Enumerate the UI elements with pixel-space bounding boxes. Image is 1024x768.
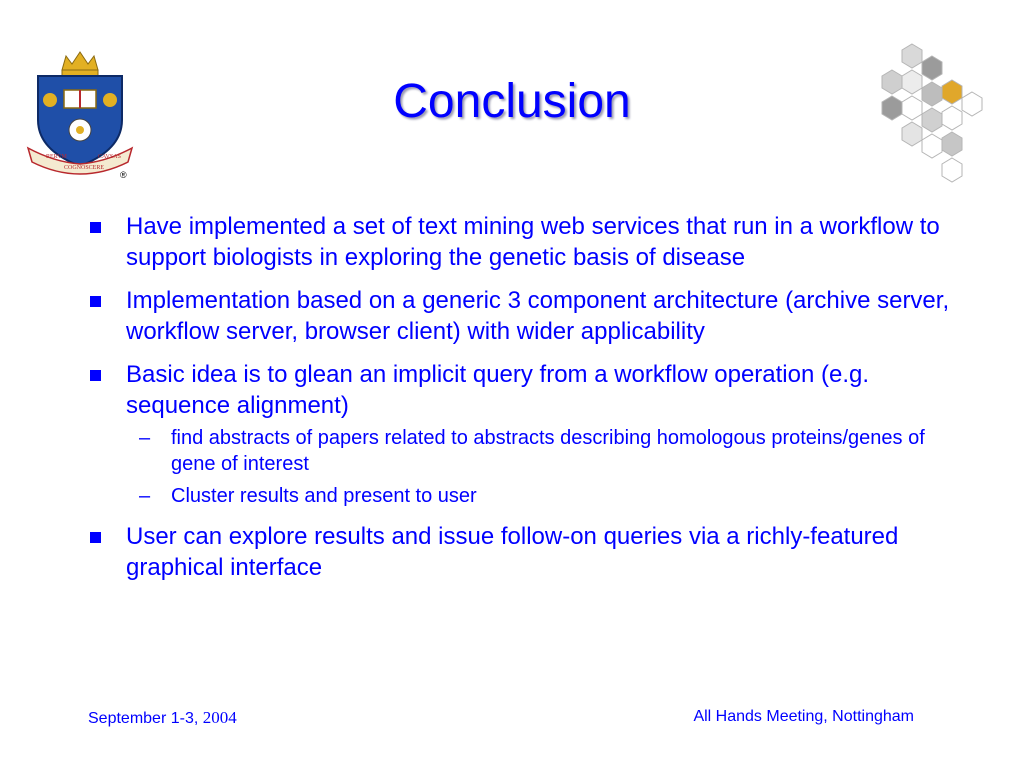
bullet-item (86, 359, 956, 509)
svg-text:CAVSAS: CAVSAS (98, 154, 121, 160)
square-bullet-icon (90, 370, 101, 381)
svg-text:RERVM: RERVM (46, 154, 67, 160)
square-bullet-icon (90, 296, 101, 307)
dash-marker: – (139, 485, 151, 507)
sub-bullet-text: Cluster results and present to user (171, 485, 477, 507)
bullet-list (86, 211, 956, 595)
bullet-text: Basic idea is to glean an implicit query from a workflow operation (e.g. sequence alignment) (126, 361, 870, 419)
footer-date-prefix: September 1-3, (88, 710, 203, 727)
bullet-item (86, 211, 956, 273)
sub-bullet-text: find abstracts of papers related to abstracts describing homologous proteins/genes of gene of interest (171, 427, 925, 475)
square-bullet-icon (90, 222, 101, 233)
sub-bullet-list (126, 425, 956, 509)
footer-date-year: 2004 (202, 708, 237, 727)
bullet-text: Have implemented a set of text mining web services that run in a workflow to support biologists in exploring the genetic basis of disease (126, 213, 940, 271)
slide-title: Conclusion (393, 75, 631, 128)
bullet-item (86, 521, 956, 583)
footer-event: All Hands Meeting, Nottingham (693, 708, 914, 725)
bullet-item (86, 285, 956, 347)
svg-text:COGNOSCERE: COGNOSCERE (64, 165, 105, 171)
sub-bullet-item (126, 425, 956, 477)
dash-marker: – (139, 427, 151, 449)
bullet-text: User can explore results and issue follow-on queries via a richly-featured graphical interface (126, 523, 899, 581)
sub-bullet-item (126, 483, 956, 509)
footer-date (88, 708, 237, 728)
svg-text:®: ® (120, 170, 127, 180)
square-bullet-icon (90, 532, 101, 543)
bullet-text: Implementation based on a generic 3 component architecture (archive server, workflow server, browser client) with wider applicability (126, 287, 950, 345)
